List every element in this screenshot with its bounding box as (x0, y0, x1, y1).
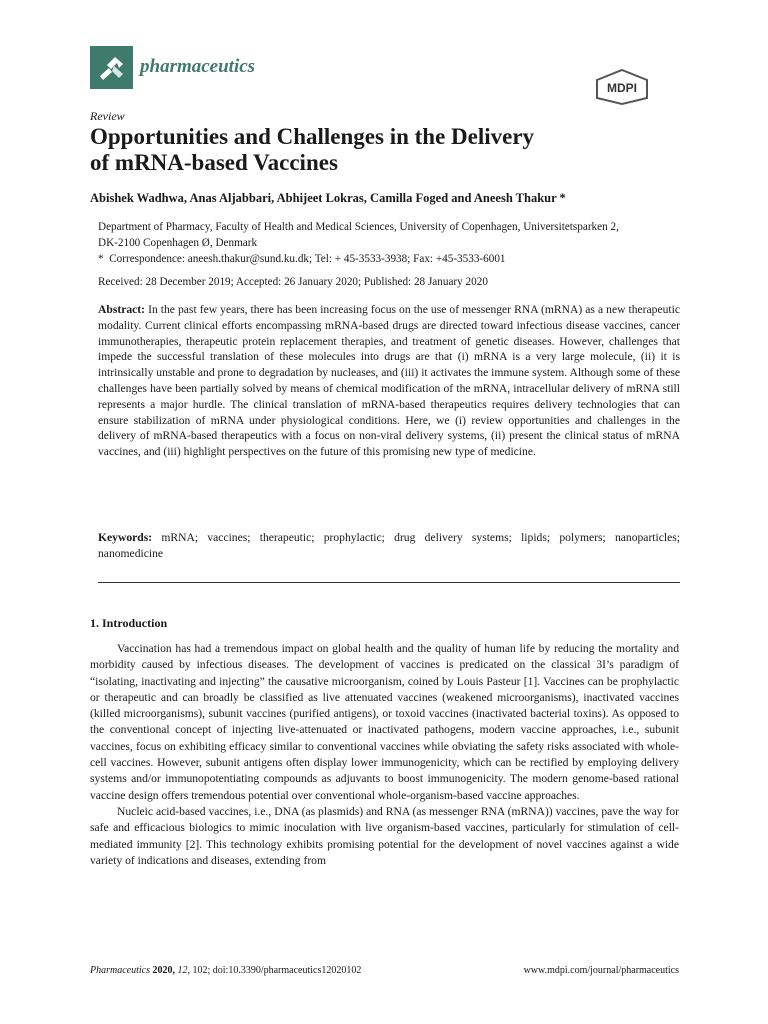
paragraph-2: Nucleic acid-based vaccines, i.e., DNA (as plasmids) and RNA (as messenger RNA (mRNA)) vaccines, pave the way for safe and efficacious biologics to mimic inoculation with live organism-based vaccines, particularly for stimulation of cell-mediated immunity [2]. This technology exhibits promising potential for the development of novel vaccines against a wide variety of indications and diseases, extending from (90, 804, 679, 867)
article-title (90, 124, 690, 176)
article-type: Review (90, 109, 125, 123)
section-body (90, 641, 679, 869)
author-list: Abishek Wadhwa, Anas Aljabbari, Abhijeet Lokras, Camilla Foged and Aneesh Thakur * (90, 191, 566, 205)
affiliation (98, 220, 698, 251)
abstract-label: Abstract: (98, 303, 146, 316)
publisher-name: MDPI (607, 81, 637, 95)
section-heading: 1. Introduction (90, 616, 168, 630)
footer-year: 2020, (152, 965, 175, 976)
publication-dates: Received: 28 December 2019; Accepted: 26 January 2020; Published: 28 January 2020 (98, 276, 488, 288)
keywords-text: mRNA; vaccines; therapeutic; prophylactic; drug delivery systems; lipids; polymers; nanoparticles; nanomedicine (98, 531, 680, 560)
title-line-2: of mRNA-based Vaccines (90, 150, 338, 175)
correspondence (98, 252, 698, 268)
affiliation-line-2: DK-2100 Copenhagen Ø, Denmark (98, 236, 258, 249)
title-line-1: Opportunities and Challenges in the Delivery (90, 124, 535, 149)
keywords (98, 530, 680, 562)
pharmaceutics-logo-icon (90, 46, 133, 89)
abstract (98, 302, 680, 460)
section-divider (98, 582, 680, 583)
citation-footer (90, 965, 361, 976)
footer-volume: 12, (177, 965, 190, 976)
footer-journal: Pharmaceutics (90, 965, 150, 976)
correspondence-text: Correspondence: aneesh.thakur@sund.ku.dk; Tel: + 45-3533-3938; Fax: +45-3533-6001 (109, 253, 506, 265)
footer-doi: 102; doi:10.3390/pharmaceutics12020102 (192, 965, 362, 976)
correspondence-marker: * (98, 253, 104, 265)
paragraph-1: Vaccination has had a tremendous impact on global health and the quality of human life by reducing the mortality and morbidity caused by infectious diseases. The development of vaccines is predicated on the classical 3I’s paradigm of “isolating, inactivating and injecting” the causative microorganism, coined by Louis Pasteur [1]. Vaccines can be prophylactic or therapeutic and can broadly be classified as live attenuated vaccines (weakened microorganisms), inactivated vaccines (killed microorganisms), subunit vaccines (purified antigens), or toxoid vaccines (inactivated bacterial toxins). As opposed to the conventional concept of injecting live-attenuated or inactivated pathogens, modern vaccine approaches, i.e., subunit vaccines, focus on exhibiting efficacy similar to conventional vaccines while obviating the safety risks associated with whole-cell vaccines. However, subunit antigens often display lower immunogenicity, which can be rectified by employing delivery systems and/or immunopotentiating compounds as adjuvants to boost immunogenicity. The modern genome-based rational vaccine design offers tremendous potential over conventional whole-organism-based vaccine approaches. (90, 642, 679, 802)
affiliation-line-1: Department of Pharmacy, Faculty of Health and Medical Sciences, University of Copenhagen, Universitetsparken 2, (98, 221, 619, 233)
journal-name: pharmaceutics (140, 56, 256, 77)
journal-logo (90, 46, 133, 89)
journal-url[interactable]: www.mdpi.com/journal/pharmaceutics (523, 965, 679, 976)
abstract-text: In the past few years, there has been increasing focus on the use of messenger RNA (mRNA) as a new therapeutic modality. Current clinical efforts encompassing mRNA-based drugs are directed toward infectious disease vaccines, cancer immunotherapies, therapeutic protein replacement therapies, and treatment of genetic diseases. However, challenges that impede the successful translation of these molecules into drugs are that (i) mRNA is a very large molecule, (ii) it is intrinsically unstable and prone to degradation by nucleases, and (iii) it activates the immune system. Although some of these challenges have been partially solved by means of chemical modification of the mRNA, intracellular delivery of mRNA still represents a major hurdle. The clinical translation of mRNA-based therapeutics requires delivery technologies that can ensure stabilization of mRNA under physiological conditions. Here, we (i) review opportunities and challenges in the delivery of mRNA-based therapeutics with a focus on non-viral delivery systems, (ii) present the clinical status of mRNA vaccines, and (iii) highlight perspectives on the future of this promising new type of medicine. (98, 303, 681, 459)
keywords-label: Keywords: (98, 531, 153, 544)
mdpi-logo-icon (593, 68, 651, 106)
